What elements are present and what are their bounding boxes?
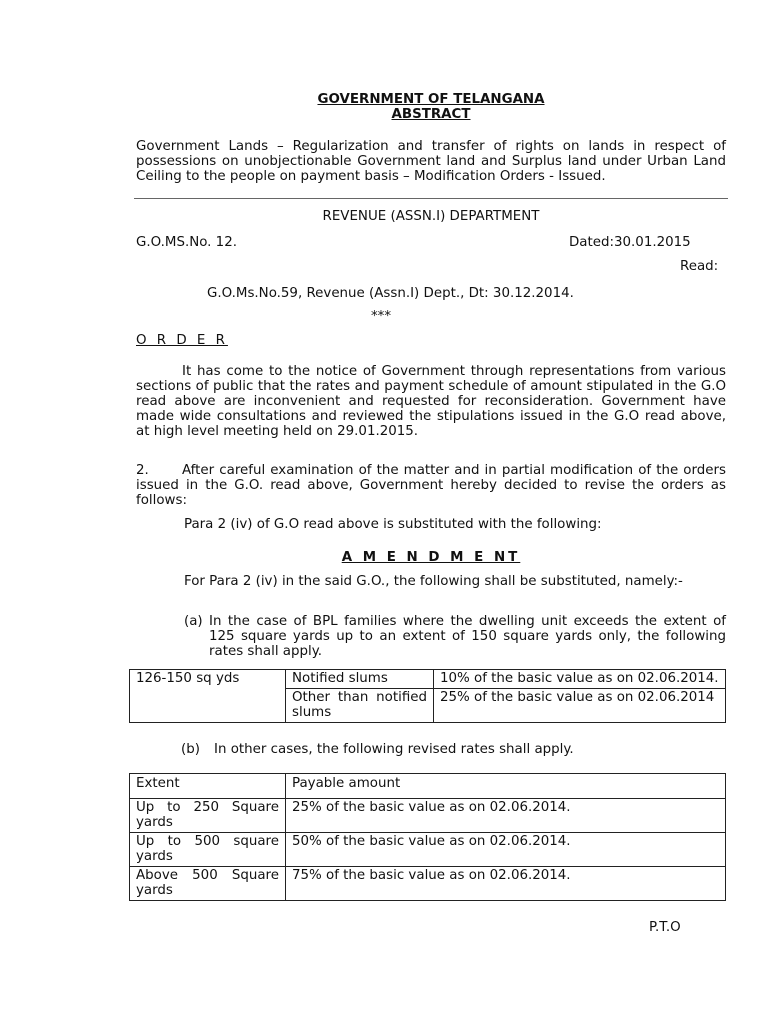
table-row [130,867,726,901]
item-a-text: In the case of BPL families where the dwelling unit exceeds the extent of 125 square yards up to an extent of 150 square yards only, the following rates shall apply. [209,614,726,659]
category-text: Other than notified slums [292,690,427,720]
item-b-label: (b) [181,742,200,757]
header-extent: Extent [130,774,286,799]
paragraph-2-substitution: Para 2 (iv) of G.O read above is substituted with the following: [184,517,602,532]
rate-text: 10% of the basic value as on 02.06.2014. [440,671,719,686]
amount-cell: 25% of the basic value as on 02.06.2014. [286,799,726,833]
separator-stars: *** [370,309,392,324]
extent-cell [130,867,286,901]
paragraph-1: It has come to the notice of Government through representations from various sections of public that the rates and payment schedule of amount stipulated in the G.O read above are inconvenient and requested for reconsideration. Government have made wide consultations and reviewed the stipulations issued in the G.O read above, at high level meeting held on 29.01.2015. [136,364,726,439]
rate-cell [434,689,726,723]
rate-text: 25% of the basic value as on 02.06.2014 [440,690,715,705]
rate-cell [434,670,726,689]
page-footer-pto: P.T.O [649,920,681,935]
extent-text: Up to 500 square yards [136,834,279,864]
reference-go: G.O.Ms.No.59, Revenue (Assn.I) Dept., Dt: 30.12.2014. [207,286,574,301]
subject-paragraph: Government Lands – Regularization and transfer of rights on lands in respect of possessions on unobjectionable Government land and Surplus land under Urban Land Ceiling to the people on payment basis – Modification Orders - Issued. [136,139,726,184]
amount-cell: 50% of the basic value as on 02.06.2014. [286,833,726,867]
category-cell: Notified slums [286,670,434,689]
item-b-text: In other cases, the following revised rates shall apply. [214,742,574,757]
table-header-row [130,774,726,799]
go-number: G.O.MS.No. 12. [136,235,237,250]
order-heading: O R D E R [136,333,228,348]
paragraph-2-number: 2. [136,463,149,478]
department-heading: REVENUE (ASSN.I) DEPARTMENT [322,209,540,224]
go-date: Dated:30.01.2015 [569,235,691,250]
government-title: GOVERNMENT OF TELANGANA [317,92,545,107]
extent-cell [130,799,286,833]
bpl-rates-table [129,669,726,723]
extent-range-cell: 126-150 sq yds [130,670,286,723]
category-cell [286,689,434,723]
revised-rates-table [129,773,726,901]
table-row [130,670,726,689]
table-row [130,833,726,867]
subject-divider [134,198,728,199]
amount-cell: 75% of the basic value as on 02.06.2014. [286,867,726,901]
amendment-heading: A M E N D M E NT [341,550,521,565]
read-label: Read: [680,259,719,274]
item-a-label: (a) [184,614,203,629]
extent-cell [130,833,286,867]
table-row [130,799,726,833]
extent-text: Above 500 Square yards [136,868,279,898]
header-payable-amount: Payable amount [286,774,726,799]
amendment-intro: For Para 2 (iv) in the said G.O., the following shall be substituted, namely:- [184,574,683,589]
extent-text: Up to 250 Square yards [136,800,279,830]
paragraph-2: After careful examination of the matter and in partial modification of the orders issued in the G.O. read above, Government hereby decided to revise the orders as follows: [136,463,726,508]
abstract-title: ABSTRACT [391,107,471,122]
